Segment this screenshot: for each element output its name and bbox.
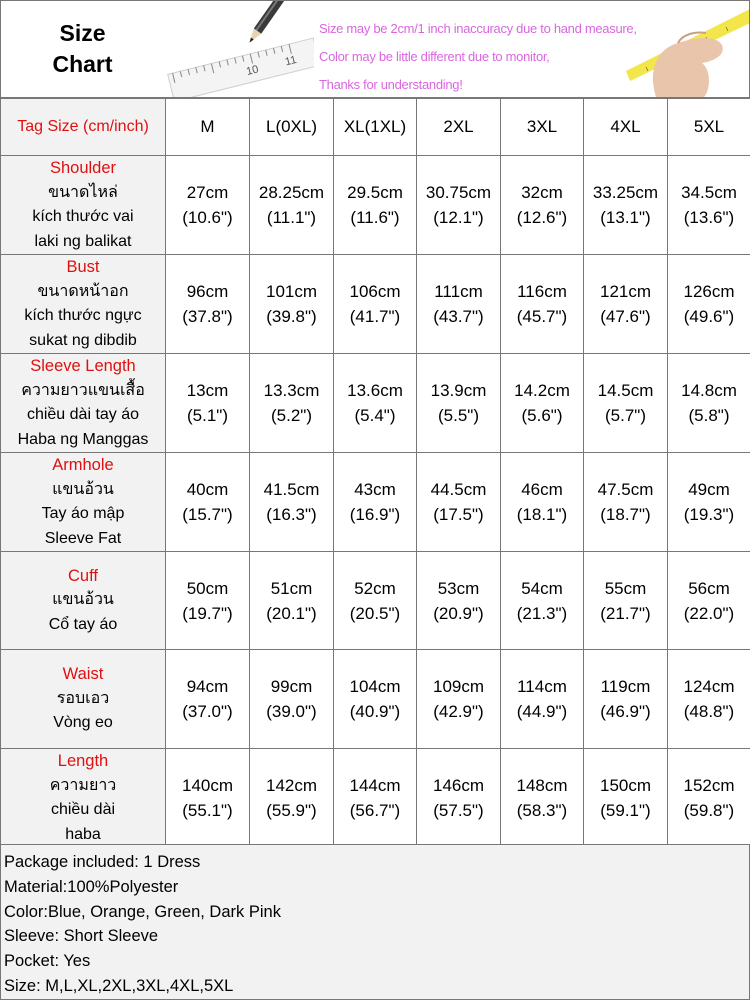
value-inch: (12.1") — [433, 208, 484, 227]
value-cm: 106cm — [349, 282, 401, 301]
measurement-value-cell — [584, 749, 668, 848]
value-inch: (17.5") — [433, 505, 484, 524]
measurement-name: Bust — [66, 258, 100, 276]
measurement-value-cell — [334, 156, 417, 255]
value-cm: 94cm — [186, 677, 229, 696]
value-cm: 146cm — [432, 776, 485, 795]
value-inch: (18.1") — [516, 505, 568, 524]
table-row — [1, 650, 750, 749]
size-header-xl: XL(1XL) — [334, 99, 417, 156]
package-info: Package included: 1 Dress — [4, 853, 201, 871]
measurement-translation: ขนาดหน้าอก — [37, 282, 129, 300]
value-cm: 104cm — [349, 677, 401, 696]
measurement-translation: Sleeve Fat — [44, 529, 122, 547]
value-cm: 52cm — [354, 578, 396, 598]
measurement-value-cell — [501, 156, 584, 255]
value-cm: 56cm — [688, 578, 730, 598]
ruler-number-11: 11 — [283, 53, 298, 69]
value-inch: (16.9") — [349, 505, 401, 524]
measurement-notes — [319, 15, 637, 98]
sleeve-info: Sleeve: Short Sleeve — [4, 927, 159, 946]
value-inch: (10.6") — [182, 208, 233, 227]
measurement-value-cell — [417, 255, 501, 354]
measurement-value-cell — [166, 552, 250, 650]
value-cm: 29.5cm — [347, 183, 403, 202]
measurement-value-cell — [250, 552, 334, 650]
note-line: Color may be little different due to monitor, — [319, 49, 550, 64]
measurement-value-cell — [250, 650, 334, 749]
measurement-value-cell — [166, 749, 250, 848]
value-cm: 13.6cm — [347, 381, 403, 400]
size-header-3xl: 3XL — [501, 99, 584, 156]
measurement-value-cell — [501, 552, 584, 650]
measurement-value-cell — [584, 552, 668, 650]
value-cm: 99cm — [270, 677, 313, 696]
value-inch: (45.7") — [516, 307, 568, 326]
measurement-label-cell — [1, 749, 166, 848]
measurement-translation: chiều dài tay áo — [26, 406, 140, 423]
measurement-translation: Vòng eo — [53, 714, 113, 732]
size-header-2xl: 2XL — [417, 99, 501, 156]
value-inch: (5.6") — [521, 406, 563, 425]
value-inch: (49.6") — [683, 307, 735, 326]
measurement-translation: ความยาวแขนเสื้อ — [21, 381, 145, 399]
value-cm: 116cm — [517, 282, 567, 301]
value-inch: (44.9") — [516, 702, 568, 721]
value-cm: 148cm — [516, 776, 568, 795]
value-inch: (16.3") — [266, 505, 317, 524]
measurement-value-cell — [417, 354, 501, 453]
measurement-value-cell — [166, 354, 250, 453]
value-cm: 50cm — [186, 578, 229, 598]
value-inch: (20.1") — [266, 603, 317, 623]
value-inch: (41.7") — [349, 307, 401, 326]
table-row — [1, 354, 750, 453]
measurement-value-cell — [668, 552, 750, 650]
measurement-translation: ขนาดไหล่ — [48, 183, 118, 201]
table-row — [1, 156, 750, 255]
measurement-value-cell — [334, 354, 417, 453]
value-cm: 53cm — [437, 578, 480, 598]
measurement-value-cell — [668, 650, 750, 749]
value-inch: (11.6") — [350, 208, 400, 227]
measurement-value-cell — [417, 453, 501, 552]
value-inch: (5.2") — [271, 406, 312, 425]
value-cm: 43cm — [354, 480, 396, 499]
measurement-value-cell — [501, 749, 584, 848]
measurement-translation: Cổ tay áo — [48, 615, 118, 633]
value-cm: 44.5cm — [430, 480, 487, 499]
value-cm: 111cm — [434, 282, 483, 301]
measurement-value-cell — [584, 354, 668, 453]
value-inch: (5.8") — [688, 406, 730, 425]
measurement-translation: แขนอ้วน — [52, 591, 114, 609]
measurement-name: Length — [57, 752, 109, 770]
value-inch: (5.1") — [187, 406, 228, 425]
measurement-value-cell — [417, 552, 501, 650]
measurement-value-cell — [166, 650, 250, 749]
value-inch: (39.0") — [266, 702, 317, 721]
value-cm: 124cm — [683, 677, 735, 696]
measurement-value-cell — [334, 255, 417, 354]
value-inch: (15.7") — [182, 505, 233, 524]
title-line-2: Chart — [52, 51, 113, 77]
value-inch: (21.3") — [516, 603, 568, 623]
value-cm: 126cm — [683, 282, 735, 301]
table-row — [1, 453, 750, 552]
value-inch: (5.4") — [354, 406, 396, 425]
value-cm: 46cm — [521, 480, 563, 499]
value-inch: (59.1") — [600, 801, 651, 820]
value-cm: 34.5cm — [681, 183, 737, 202]
value-inch: (59.8") — [683, 801, 735, 820]
value-cm: 14.2cm — [514, 381, 570, 400]
value-cm: 150cm — [599, 776, 652, 795]
measurement-value-cell — [334, 552, 417, 650]
value-cm: 28.25cm — [258, 183, 325, 202]
value-cm: 109cm — [432, 677, 485, 696]
measurement-value-cell — [250, 255, 334, 354]
value-cm: 27cm — [186, 183, 229, 202]
size-chart-title — [1, 1, 164, 97]
tag-size-header: Tag Size (cm/inch) — [1, 99, 166, 156]
measurement-label-cell — [1, 255, 166, 354]
measurement-value-cell — [668, 156, 750, 255]
value-cm: 114cm — [517, 677, 567, 696]
value-inch: (40.9") — [349, 702, 401, 721]
value-cm: 32cm — [521, 183, 563, 202]
value-cm: 14.8cm — [681, 381, 737, 400]
measurement-value-cell — [417, 156, 501, 255]
measurement-value-cell — [166, 453, 250, 552]
value-inch: (5.5") — [438, 406, 479, 425]
measurement-value-cell — [417, 749, 501, 848]
value-inch: (57.5") — [433, 801, 484, 820]
measurement-value-cell — [166, 156, 250, 255]
value-inch: (46.9") — [600, 702, 651, 721]
value-inch: (5.7") — [605, 406, 646, 425]
measurement-value-cell — [334, 749, 417, 848]
measurement-label-cell — [1, 552, 166, 650]
pocket-info: Pocket: Yes — [4, 952, 91, 971]
value-inch: (39.8") — [266, 307, 317, 326]
value-inch: (37.0") — [182, 702, 233, 721]
value-inch: (13.6") — [683, 208, 735, 227]
note-line: Thanks for understanding! — [319, 77, 463, 92]
value-inch: (48.8") — [683, 702, 735, 721]
measurement-value-cell — [334, 650, 417, 749]
measurement-label-cell — [1, 650, 166, 749]
value-cm: 121cm — [599, 282, 652, 301]
measurement-value-cell — [250, 749, 334, 848]
value-cm: 49cm — [688, 480, 730, 499]
value-cm: 41.5cm — [263, 480, 320, 499]
measurement-translation: kích thước vai — [32, 208, 134, 225]
measurement-value-cell — [501, 255, 584, 354]
measurement-name: Cuff — [68, 566, 98, 585]
value-inch: (58.3") — [516, 801, 568, 820]
measurement-value-cell — [668, 453, 750, 552]
value-cm: 13cm — [186, 381, 229, 400]
ruler-number-10: 10 — [245, 63, 260, 79]
value-cm: 140cm — [181, 776, 234, 795]
value-inch: (20.5") — [349, 603, 401, 623]
pencil-ruler-illustration — [164, 1, 314, 97]
measurement-name: Sleeve Length — [30, 357, 136, 375]
measurement-translation: ความยาว — [49, 776, 117, 794]
table-header-row — [1, 99, 750, 156]
measurement-label-cell — [1, 453, 166, 552]
value-inch: (37.8") — [182, 307, 233, 326]
value-inch: (19.3") — [683, 505, 735, 524]
measurement-value-cell — [668, 354, 750, 453]
product-info — [0, 844, 750, 1000]
value-cm: 33.25cm — [592, 183, 659, 202]
measurement-value-cell — [334, 453, 417, 552]
value-inch: (11.1") — [266, 208, 317, 227]
measurement-value-cell — [501, 650, 584, 749]
value-cm: 144cm — [349, 776, 401, 795]
value-cm: 13.9cm — [430, 381, 487, 400]
value-cm: 54cm — [521, 578, 563, 598]
measurement-value-cell — [668, 255, 750, 354]
table-row — [1, 749, 750, 848]
measurement-value-cell — [166, 255, 250, 354]
measurement-value-cell — [501, 453, 584, 552]
title-line-1: Size — [59, 20, 106, 46]
color-info: Color:Blue, Orange, Green, Dark Pink — [4, 902, 281, 921]
header-banner — [0, 0, 750, 98]
measurement-translation: chiều dài — [50, 801, 116, 818]
value-cm: 55cm — [604, 578, 647, 598]
measurement-value-cell — [417, 650, 501, 749]
measurement-name: Shoulder — [49, 159, 117, 177]
size-header-5xl: 5XL — [668, 99, 750, 156]
value-inch: (18.7") — [600, 505, 651, 524]
value-cm: 30.75cm — [425, 183, 492, 202]
measurement-translation: Haba ng Manggas — [17, 430, 149, 448]
measurement-label-cell — [1, 354, 166, 453]
measurement-translation: sukat ng dibdib — [29, 331, 137, 349]
value-inch: (20.9") — [433, 603, 484, 623]
measurement-value-cell — [250, 156, 334, 255]
measurement-translation: haba — [65, 825, 101, 843]
measurement-name: Waist — [62, 665, 104, 684]
value-inch: (55.9") — [266, 801, 317, 820]
measurement-value-cell — [584, 453, 668, 552]
value-cm: 13.3cm — [263, 381, 320, 400]
measurement-value-cell — [668, 749, 750, 848]
measurement-translation: laki ng balikat — [34, 232, 132, 250]
measurement-translation: kích thước ngực — [24, 307, 142, 324]
value-inch: (21.7") — [600, 603, 651, 623]
measurement-value-cell — [250, 453, 334, 552]
value-inch: (42.9") — [433, 702, 484, 721]
table-row — [1, 552, 750, 650]
table-row — [1, 255, 750, 354]
value-cm: 142cm — [265, 776, 318, 795]
value-inch: (56.7") — [349, 801, 401, 820]
measurement-value-cell — [501, 354, 584, 453]
note-line: Size may be 2cm/1 inch inaccuracy due to hand measure, — [319, 21, 637, 36]
value-cm: 119cm — [600, 677, 651, 696]
value-cm: 14.5cm — [597, 381, 654, 400]
measurement-translation: Tay áo mập — [41, 505, 125, 522]
value-inch: (22.0") — [683, 603, 735, 623]
size-table — [0, 98, 750, 848]
value-inch: (13.1") — [600, 208, 651, 227]
measurement-translation: รอบเอว — [56, 689, 110, 707]
measurement-label-cell — [1, 156, 166, 255]
measurement-value-cell — [584, 156, 668, 255]
value-inch: (55.1") — [182, 801, 233, 820]
value-inch: (43.7") — [433, 307, 484, 326]
value-cm: 40cm — [186, 480, 229, 499]
measurement-name: Armhole — [52, 456, 114, 474]
material-info: Material:100%Polyester — [4, 877, 179, 896]
hand-measuring-tape-illustration — [626, 1, 750, 97]
measurement-value-cell — [250, 354, 334, 453]
measurement-translation: แขนอ้วน — [52, 480, 114, 498]
value-cm: 96cm — [186, 282, 229, 301]
value-inch: (19.7") — [182, 603, 233, 623]
value-inch: (47.6") — [600, 307, 651, 326]
value-cm: 51cm — [270, 578, 313, 598]
size-info: Size: M,L,XL,2XL,3XL,4XL,5XL — [4, 976, 234, 995]
value-cm: 101cm — [265, 282, 318, 301]
size-header-m: M — [166, 99, 250, 156]
size-header-4xl: 4XL — [584, 99, 668, 156]
measurement-value-cell — [584, 650, 668, 749]
value-inch: (12.6") — [516, 208, 568, 227]
value-cm: 152cm — [683, 776, 735, 795]
measurement-value-cell — [584, 255, 668, 354]
size-header-l: L(0XL) — [250, 99, 334, 156]
value-cm: 47.5cm — [597, 480, 654, 499]
